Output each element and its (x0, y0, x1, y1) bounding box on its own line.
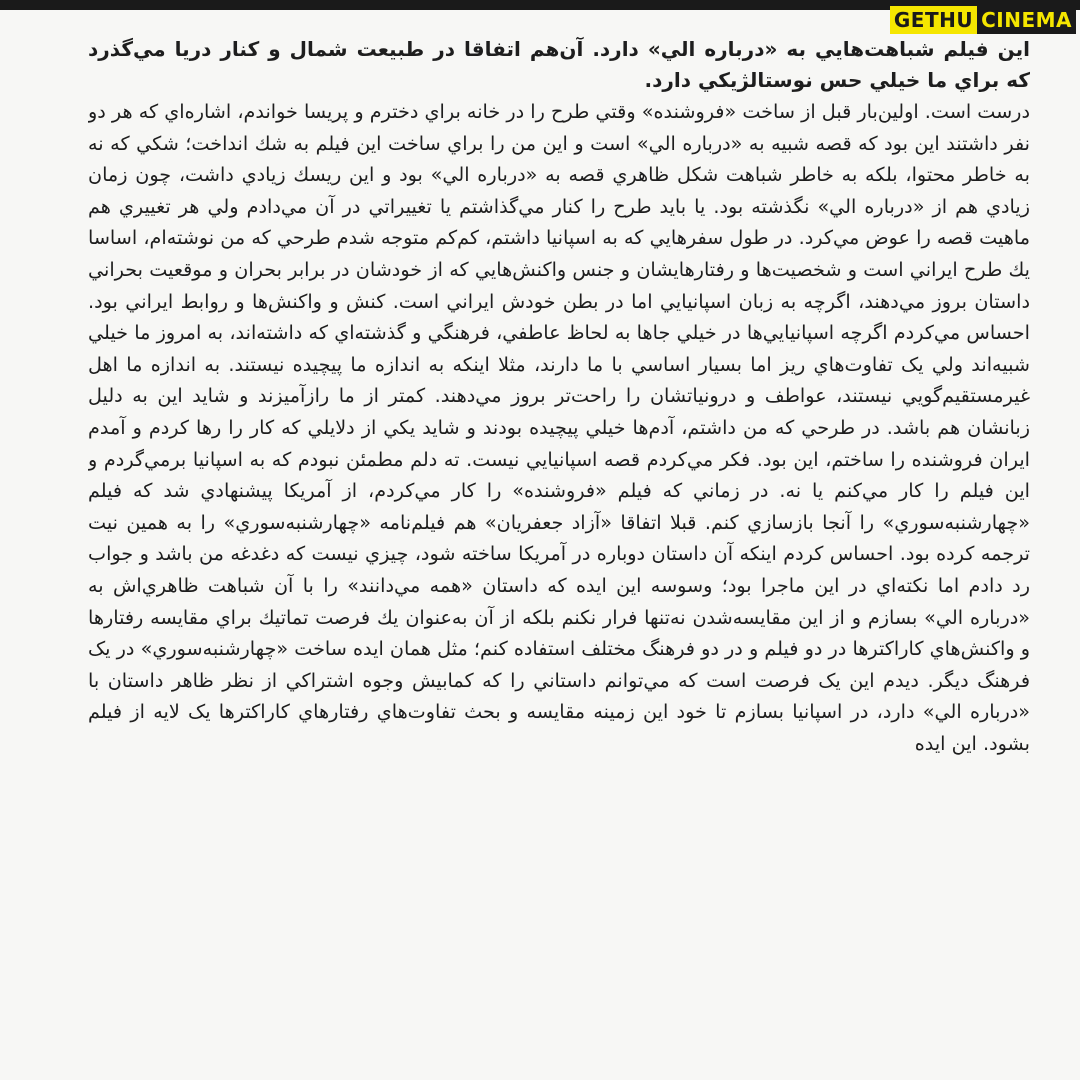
article-lead-question: اين فيلم شباهت‌هايي به «درباره الي» دارد. آن‌هم اتفاقا در طبيعت شمال و كنار دريا مي‌گذرد كه براي ما خيلي حس نوستالژيكي دارد. (88, 37, 1030, 92)
watermark-part-1: GETHU (890, 6, 977, 34)
article-text-block (88, 34, 1030, 1080)
watermark-logo (890, 6, 1076, 34)
watermark-part-2: CINEMA (977, 6, 1076, 34)
article-body-paragraph: درست است. اولين‌بار قبل از ساخت «فروشنده» وقتي طرح را در خانه براي دخترم و پريسا خواندم، اشاره‌اي كه هر دو نفر داشتند اين بود كه قصه شبيه به «درباره الي» است و اين من را براي ساخت اين فيلم به شك انداخت؛ شكي كه نه به خاطر محتوا، بلكه به خاطر شباهت شكل ظاهري قصه به «درباره الي» بود و اين ريسك زيادي داشت، چون زمان زيادي هم از «درباره الي» نگذشته بود. يا بايد طرح را كنار مي‌گذاشتم يا تغييراتي در آن مي‌دادم ولي هر تغييري هم ماهيت قصه را عوض مي‌كرد. در طول سفرهايي كه به اسپانيا داشتم، كم‌كم متوجه شدم طرحي كه من نوشته‌ام، اساسا يك طرح ايراني است و شخصيت‌ها و رفتارهايشان و جنس واكنش‌هايي كه از خودشان در برابر بحران و موقعيت بحراني داستان بروز مي‌دهند، اگرچه به زبان اسپانيايي اما در بطن خودش ايراني است. كنش و واكنش‌ها و روابط ايراني بود. احساس مي‌كردم اگرچه اسپانيايي‌ها در خيلي جاها به لحاظ عاطفي، فرهنگي و گذشته‌اي كه داشته‌اند، به امروز ما خيلي شبيه‌اند ولي يک تفاوت‌هاي ريز اما بسيار اساسي با ما دارند، مثلا اينكه به اندازه ما پيچيده نيستند. به اندازه ما اهل غيرمستقيم‌گويي نيستند، عواطف و درونياتشان را راحت‌تر بروز مي‌دهند. كمتر از ما رازآميزند و شايد اين به دليل زبانشان هم باشد. در طرحي كه من داشتم، آدم‌ها خيلي پيچيده بودند و شايد يكي از دلايلي كه كار را رها كردم و آمدم ايران فروشنده را ساختم، اين بود. فكر مي‌كردم قصه اسپانيايي نيست. ته دلم مطمئن نبودم كه به اسپانيا برمي‌گردم و اين فيلم را كار مي‌كنم يا نه. در زماني كه فيلم «فروشنده» را كار مي‌كردم، از آمريكا پيشنهادي شد كه فيلم «چهارشنبه‌سوري» را آنجا بازسازي كنم. قبلا اتفاقا «آزاد جعفريان» هم فيلم‌نامه «چهارشنبه‌سوري» را به همين نيت ترجمه كرده بود. احساس كردم اينكه آن داستان دوباره در آمريكا ساخته شود، چيزي نيست كه دغدغه من باشد و جواب رد دادم اما نكته‌اي در اين ماجرا بود؛ وسوسه اين ايده كه داستان «همه مي‌دانند» را با آن شباهت ظاهري‌اش به «درباره الي» بسازم و از اين مقايسه‌شدن نه‌تنها فرار نكنم بلكه از آن به‌عنوان يك فرصت تماتيك براي مقايسه رفتارها و واكنش‌هاي كاراكترها در دو فيلم و در دو فرهنگ مختلف استفاده كنم؛ مثل همان ايده ساخت «چهارشنبه‌سوري» در يک فرهنگ ديگر. ديدم اين يک فرصت است كه مي‌توانم داستاني را كه كمابيش وجوه اشتراكي از نظر ظاهر داستان با «درباره الي» دارد، در اسپانيا بسازم تا خود اين زمينه مقايسه و بحث تفاوت‌هاي رفتارهاي كاراكترها يک لايه از فيلم بشود. اين ايده (88, 100, 1030, 755)
